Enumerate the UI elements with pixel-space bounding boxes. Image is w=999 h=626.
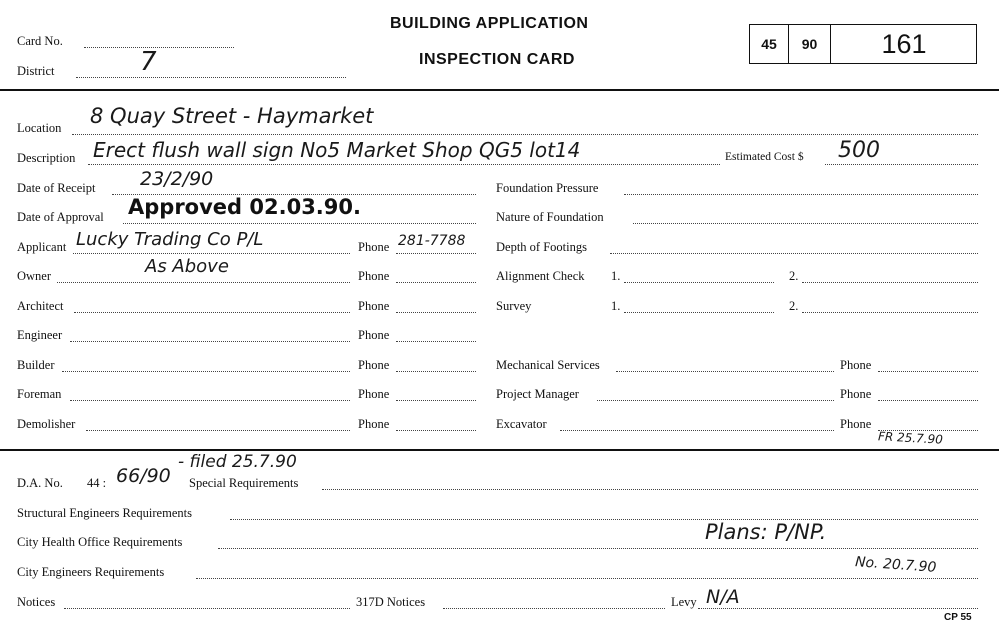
- builder-label: Builder: [17, 358, 55, 372]
- lower-divider: [0, 449, 999, 451]
- date-approval-stamp: Approved 02.03.90.: [128, 195, 361, 219]
- applicant-value: Lucky Trading Co P/L: [76, 229, 264, 250]
- city-eng-line: [196, 578, 978, 579]
- reference-box: [749, 24, 977, 64]
- estimated-cost-label: Estimated Cost $: [725, 151, 804, 163]
- alignment-check-label: Alignment Check: [496, 269, 585, 283]
- builder-line: [62, 371, 350, 372]
- levy-label: Levy: [671, 595, 697, 609]
- depth-footings-line: [610, 253, 978, 254]
- owner-line: [57, 282, 350, 283]
- header-divider: [0, 89, 999, 91]
- foreman-phone-line: [396, 400, 476, 401]
- alignment-1-label: 1.: [611, 269, 621, 283]
- project-manager-label: Project Manager: [496, 387, 579, 401]
- district-value: 7: [140, 47, 157, 77]
- demolisher-phone-label: Phone: [358, 417, 390, 431]
- builder-phone-line: [396, 371, 476, 372]
- applicant-label: Applicant: [17, 240, 67, 254]
- special-requirements-line: [322, 489, 978, 490]
- foreman-phone-label: Phone: [358, 387, 390, 401]
- architect-phone-line: [396, 312, 476, 313]
- card-title-line1: BUILDING APPLICATION: [390, 15, 589, 32]
- description-line: [88, 164, 720, 165]
- da-no-label: D.A. No.: [17, 476, 63, 490]
- card-no-label: Card No.: [17, 34, 63, 48]
- applicant-phone-value: 281-7788: [398, 233, 466, 249]
- structural-line: [230, 519, 978, 520]
- applicant-phone-line: [396, 253, 476, 254]
- survey-2-label: 2.: [789, 299, 799, 313]
- survey-1-label: 1.: [611, 299, 621, 313]
- alignment-1-line: [624, 282, 774, 283]
- estimated-cost-line: [825, 164, 978, 165]
- notices-317d-line: [443, 608, 665, 609]
- project-manager-phone-label: Phone: [840, 387, 872, 401]
- demolisher-line: [86, 430, 350, 431]
- nature-foundation-label: Nature of Foundation: [496, 210, 604, 224]
- owner-label: Owner: [17, 269, 52, 283]
- reference-box-b: 90: [789, 25, 831, 63]
- project-manager-line: [597, 400, 834, 401]
- notices-317d-label: 317D Notices: [356, 595, 426, 609]
- card-no-line: [84, 47, 234, 48]
- foreman-line: [70, 400, 350, 401]
- health-label: City Health Office Requirements: [17, 535, 183, 549]
- engineer-label: Engineer: [17, 328, 63, 342]
- excavator-line: [560, 430, 834, 431]
- depth-footings-label: Depth of Footings: [496, 240, 587, 254]
- city-eng-label: City Engineers Requirements: [17, 565, 165, 579]
- location-value: 8 Quay Street - Haymarket: [90, 104, 374, 128]
- mechanical-phone-label: Phone: [840, 358, 872, 372]
- foundation-pressure-line: [624, 194, 978, 195]
- owner-value: As Above: [145, 256, 229, 277]
- location-label: Location: [17, 121, 62, 135]
- da-no-prefix: 44 :: [87, 476, 107, 490]
- mechanical-line: [616, 371, 834, 372]
- date-approval-label: Date of Approval: [17, 210, 104, 224]
- mechanical-label: Mechanical Services: [496, 358, 600, 372]
- architect-phone-label: Phone: [358, 299, 390, 313]
- health-line: [218, 548, 978, 549]
- mechanical-phone-line: [878, 371, 978, 372]
- city-eng-value: No. 20.7.90: [854, 554, 937, 576]
- notices-label: Notices: [17, 595, 56, 609]
- notices-line: [64, 608, 350, 609]
- date-receipt-label: Date of Receipt: [17, 181, 96, 195]
- structural-label: Structural Engineers Requirements: [17, 506, 192, 520]
- card-number: 161: [881, 29, 927, 59]
- reference-box-a: 45: [750, 25, 789, 63]
- card-title-line2: INSPECTION CARD: [419, 51, 575, 68]
- survey-1-line: [624, 312, 774, 313]
- alignment-2-label: 2.: [789, 269, 799, 283]
- form-code: CP 55: [944, 612, 972, 623]
- survey-2-line: [802, 312, 978, 313]
- levy-line: [698, 608, 978, 609]
- excavator-phone-label: Phone: [840, 417, 872, 431]
- project-manager-phone-line: [878, 400, 978, 401]
- date-approval-line: [123, 223, 476, 224]
- architect-line: [74, 312, 350, 313]
- da-no-value: 66/90: [116, 465, 171, 487]
- builder-phone-label: Phone: [358, 358, 390, 372]
- excavator-label: Excavator: [496, 417, 547, 431]
- demolisher-label: Demolisher: [17, 417, 76, 431]
- engineer-line: [70, 341, 350, 342]
- owner-phone-label: Phone: [358, 269, 390, 283]
- applicant-line: [73, 253, 350, 254]
- fr-note: FR 25.7.90: [877, 429, 944, 447]
- engineer-phone-line: [396, 341, 476, 342]
- architect-label: Architect: [17, 299, 64, 313]
- filed-note: - filed 25.7.90: [178, 452, 297, 472]
- owner-phone-line: [396, 282, 476, 283]
- engineer-phone-label: Phone: [358, 328, 390, 342]
- location-line: [72, 134, 978, 135]
- special-requirements-label: Special Requirements: [189, 476, 299, 490]
- date-receipt-value: 23/2/90: [140, 168, 214, 190]
- foreman-label: Foreman: [17, 387, 62, 401]
- levy-value: N/A: [706, 586, 740, 608]
- district-label: District: [17, 64, 55, 78]
- health-value: Plans: P/NP.: [705, 520, 827, 544]
- foundation-pressure-label: Foundation Pressure: [496, 181, 599, 195]
- district-line: [76, 77, 346, 78]
- survey-label: Survey: [496, 299, 532, 313]
- applicant-phone-label: Phone: [358, 240, 390, 254]
- demolisher-phone-line: [396, 430, 476, 431]
- estimated-cost-value: 500: [838, 138, 880, 163]
- description-label: Description: [17, 151, 76, 165]
- nature-foundation-line: [633, 223, 978, 224]
- alignment-2-line: [802, 282, 978, 283]
- description-value: Erect flush wall sign No5 Market Shop QG5 lot14: [93, 138, 581, 162]
